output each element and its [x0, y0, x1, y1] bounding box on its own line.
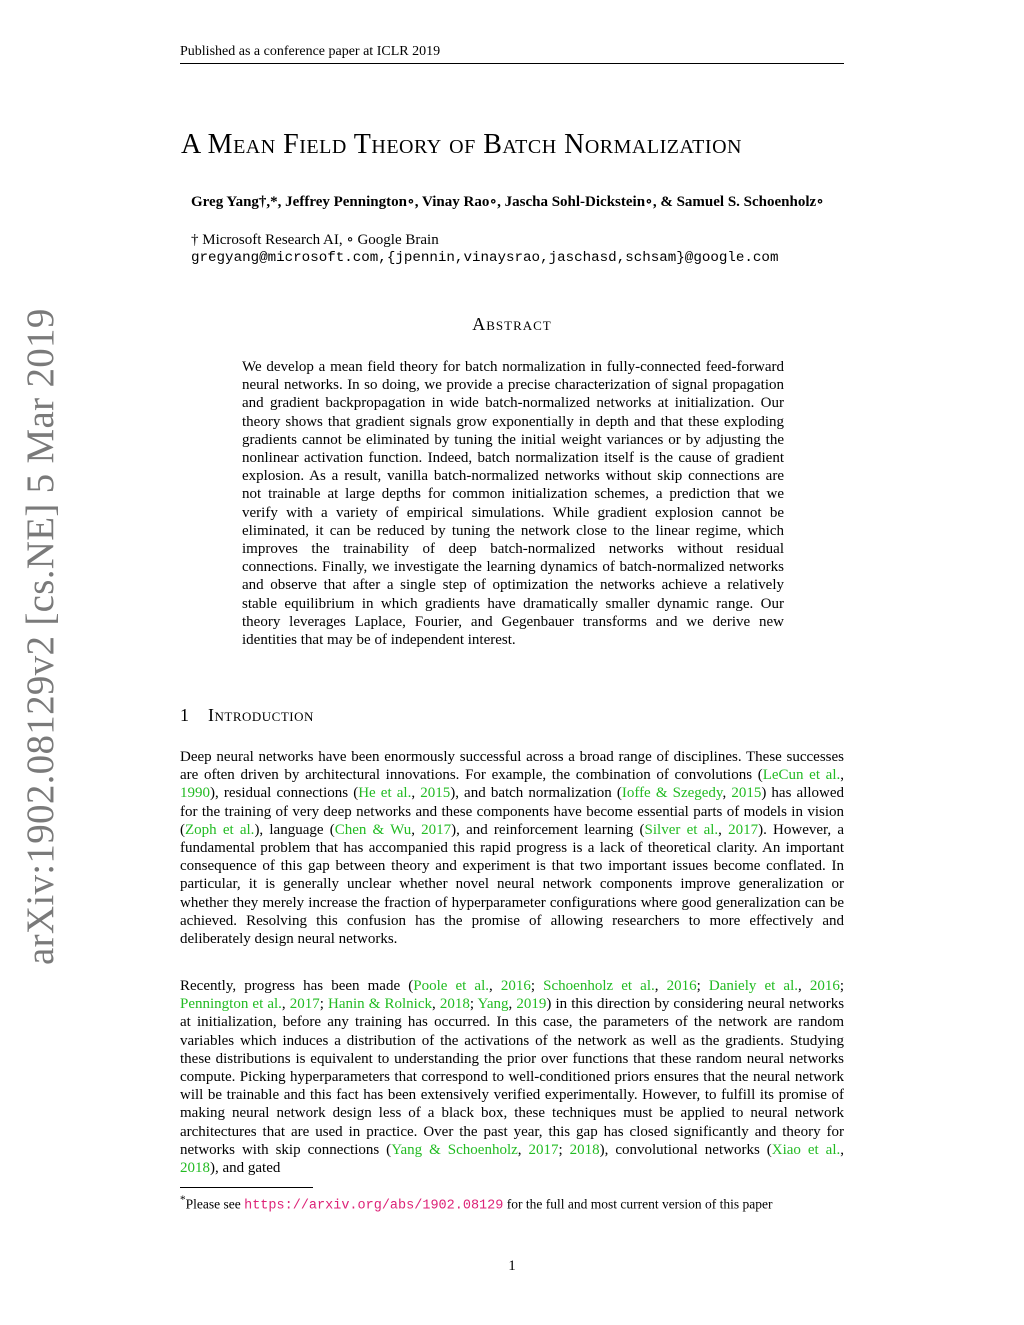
citation-link[interactable]: Ioffe & Szegedy: [621, 785, 723, 802]
affiliations: † Microsoft Research AI, ∘ Google Brain: [191, 232, 439, 248]
intro-paragraph-1: Deep neural networks have been enormously successful across a broad range of disciplines. These successes are often driven by architectural innovations. For example, the combination of convolutions (LeCun et al., 1990), residual connections (He et al., 2015), and batch normalization (Ioffe & Szegedy, 2015) has allowed for the training of very deep networks and these components have become essential parts of models in vision (Zoph et al.), language (Chen & Wu, 2017), and reinforcement learning (Silver et al., 2017). However, a fundamental problem that has accompanied this rapid progress is a lack of theoretical clarity. An important consequence of this gap between theory and experiment is that two important issues become conflated. In particular, it is generally unclear whether novel neural network components improve generalization or whether they merely increase the fraction of hyperparameter configurations where good generalization can be achieved. Resolving this confusion has the promise of allowing researchers to more effectively and deliberately design neural networks.: [180, 749, 845, 948]
citation-link[interactable]: Yang & Schoenholz: [391, 1141, 518, 1158]
arxiv-url-link[interactable]: https://arxiv.org/abs/1902.08129: [244, 1198, 504, 1214]
author-list: Greg Yang†,*, Jeffrey Pennington∘, Vinay Rao∘, Jascha Sohl-Dickstein∘, & Samuel S. Schoenholz∘: [191, 194, 824, 210]
citation-link[interactable]: Chen & Wu: [334, 821, 412, 838]
citation-year-link[interactable]: 2017: [289, 996, 320, 1013]
citation-year-link[interactable]: 2015: [420, 785, 451, 802]
citation-year-link[interactable]: 2018: [569, 1141, 600, 1158]
citation-link[interactable]: Zoph et al.: [185, 821, 255, 838]
footnote-mark: *: [180, 1194, 186, 1206]
abstract-heading: Abstract: [472, 314, 552, 334]
citation-year-link[interactable]: 2016: [666, 978, 697, 994]
page-number: 1: [508, 1258, 516, 1274]
citation-year-link[interactable]: 2015: [731, 785, 762, 802]
citation-year-link[interactable]: 2017: [421, 821, 452, 838]
citation-year-link[interactable]: 2016: [809, 978, 840, 994]
citation-link[interactable]: Hanin & Rolnick: [328, 996, 432, 1013]
footnote-rule: [180, 1187, 313, 1188]
running-header: Published as a conference paper at ICLR 2019: [180, 44, 844, 64]
citation-link[interactable]: Daniely et al.: [708, 978, 798, 994]
citation-year-link[interactable]: 2018: [180, 1160, 210, 1177]
citation-link[interactable]: Yang: [477, 996, 509, 1013]
citation-year-link[interactable]: 2016: [500, 978, 531, 994]
citation-year-link[interactable]: 2017: [728, 821, 759, 838]
author-emails: gregyang@microsoft.com,{jpennin,vinaysrao,jaschasd,schsam}@google.com: [191, 250, 779, 266]
section-number: 1: [180, 705, 190, 725]
abstract-text: We develop a mean field theory for batch normalization in fully-connected feed-forward neural networks. In so doing, we provide a precise characterization of signal propagation and gradient backpropagation in wide batch-normalized networks at initialization. Our theory shows that gradient signals grow exponentially in depth and that these exploding gradients cannot be eliminated by tuning the initial weight variances or by adjusting the nonlinear activation function. Indeed, batch normalization itself is the cause of gradient explosion. As a result, vanilla batch-normalized networks without skip connections are not trainable at large depths for common initialization schemes, a prediction that we verify with a variety of empirical simulations. While gradient explosion cannot be eliminated, it can be reduced by tuning the network close to the linear regime, which improves the trainability of deep batch-normalized networks without residual connections. Finally, we investigate the learning dynamics of batch-normalized networks and observe that after a single step of optimization the networks achieve a relatively stable equilibrium in which gradients have dramatically smaller dynamic range. Our theory leverages Laplace, Fourier, and Gegenbauer transforms and we derive new identities that may be of independent interest.: [242, 359, 784, 649]
citation-year-link[interactable]: 2019: [516, 996, 547, 1013]
footnote: *Please see https://arxiv.org/abs/1902.08129 for the full and most current version of this paper: [180, 1194, 773, 1214]
citation-link[interactable]: Silver et al.: [644, 821, 719, 838]
intro-paragraph-2: Recently, progress has been made (Poole et al., 2016; Schoenholz et al., 2016; Daniely et al., 2016; Pennington et al., 2017; Hanin & Rolnick, 2018; Yang, 2019) in this direction by considering neural networks at initialization, before any training has occurred. In this case, the parameters of the network are random variables which induces a distribution of the activations of the network as well as the gradients. Studying these distributions is equivalent to understanding the prior over functions that these random neural networks compute. Picking hyperparameters that correspond to well-conditioned priors ensures that the neural network will be trainable and this fact has been extensively verified experimentally. However, to fulfill its promise of making neural network design less of a black box, these techniques must be applied to neural network architectures that are used in practice. Over the past year, this gap has closed significantly and theory for networks with skip connections (Yang & Schoenholz, 2017; 2018), convolutional networks (Xiao et al., 2018), and gated: [180, 978, 845, 1177]
paper-title: A Mean Field Theory of Batch Normalization: [181, 129, 742, 160]
citation-link[interactable]: Xiao et al.: [771, 1141, 841, 1158]
citation-year-link[interactable]: 2018: [439, 996, 470, 1013]
citation-link[interactable]: Pennington et al.: [180, 996, 282, 1013]
section-title: Introduction: [208, 705, 314, 725]
citation-year-link[interactable]: 1990: [180, 785, 210, 802]
arxiv-identifier[interactable]: arXiv:1902.08129v2 [cs.NE] 5 Mar 2019: [19, 308, 62, 965]
section-heading-introduction: [180, 705, 314, 726]
citation-link[interactable]: He et al.: [358, 785, 412, 802]
citation-link[interactable]: Poole et al.: [413, 978, 490, 994]
citation-link[interactable]: Schoenholz et al.: [543, 978, 655, 994]
citation-year-link[interactable]: 2017: [528, 1141, 559, 1158]
citation-link[interactable]: LeCun et al.: [762, 767, 841, 784]
